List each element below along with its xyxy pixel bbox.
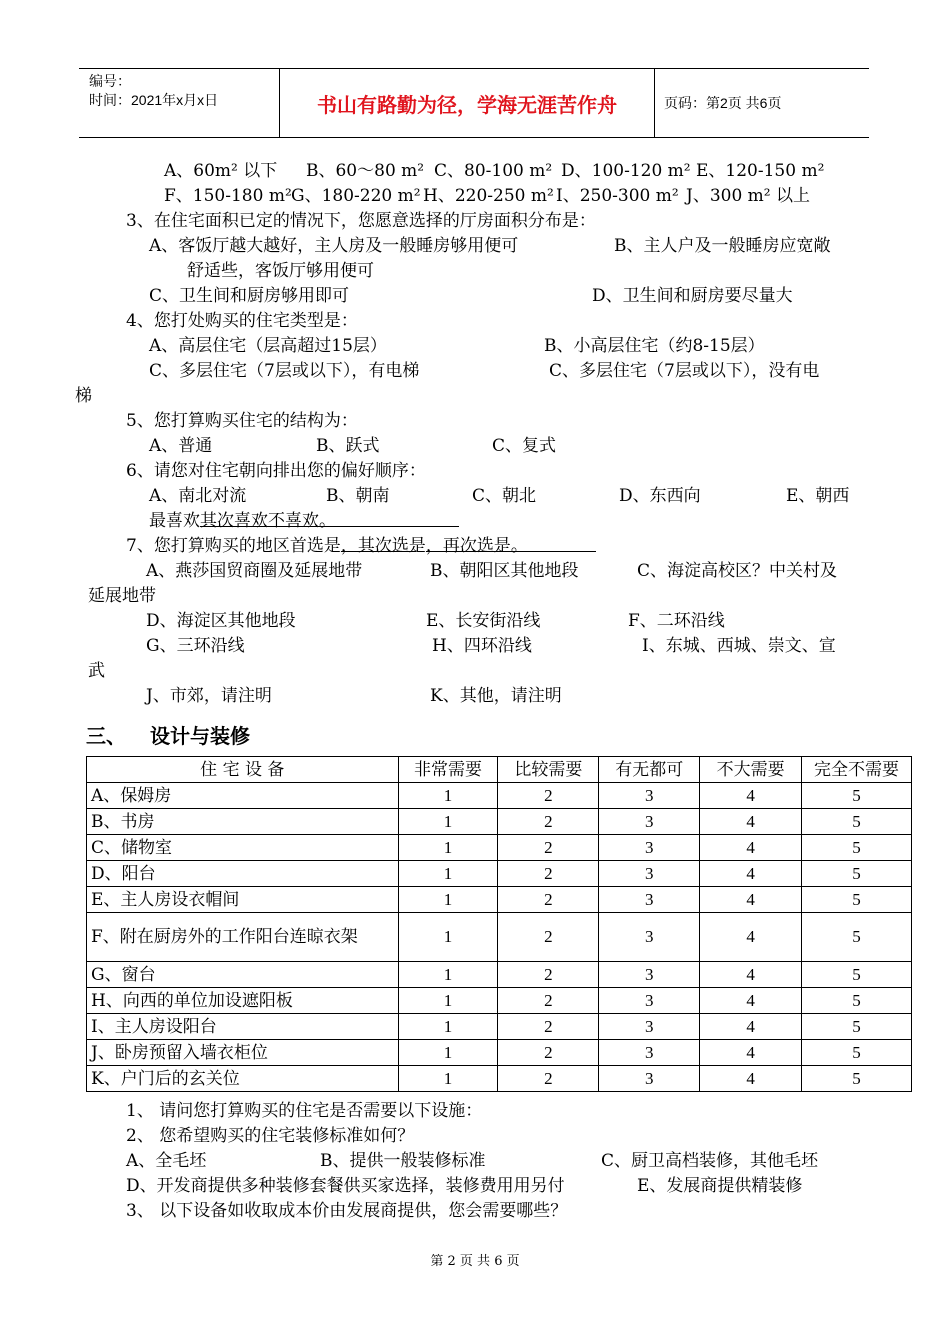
rating-cell[interactable]: 2 <box>498 1014 599 1040</box>
q7-opt-g: G、三环沿线 <box>146 636 245 656</box>
table-row <box>87 962 912 988</box>
rating-cell[interactable]: 3 <box>599 962 700 988</box>
q7-opt-i-cont: 武 <box>88 661 105 681</box>
q6-end: 。 <box>319 511 336 531</box>
q7-opt-f: F、二环沿线 <box>628 611 725 631</box>
q3-opt-c: C、卫生间和厨房够用即可 <box>149 286 350 306</box>
rating-cell[interactable]: 5 <box>802 1040 912 1066</box>
row-item-cell: D、阳台 <box>87 861 399 887</box>
q2-opt-i: I、250-300 m² <box>556 186 679 206</box>
q3-opt-b: B、主人户及一般睡房应宽敞 <box>614 236 831 256</box>
after-opt-d: D、开发商提供多种装修套餐供买家选择，装修费用用另付 <box>126 1176 565 1196</box>
q7-opt-h: H、四环沿线 <box>432 636 532 656</box>
q2-opt-j: J、300 m² 以上 <box>686 186 811 206</box>
rating-cell[interactable]: 2 <box>498 809 599 835</box>
q2-opt-a: A、60m² 以下 <box>164 161 278 181</box>
rating-cell[interactable]: 5 <box>802 887 912 913</box>
q7-opt-b: B、朝阳区其他地段 <box>430 561 579 581</box>
after-q3: 3、 以下设备如收取成本价由发展商提供，您会需要哪些？ <box>126 1201 568 1221</box>
rating-cell[interactable]: 5 <box>802 1066 912 1092</box>
table-row <box>87 1066 912 1092</box>
q6-fav2-label: 其次喜欢 <box>200 511 268 531</box>
rating-cell[interactable]: 4 <box>700 835 802 861</box>
q7-end: 。 <box>510 536 528 556</box>
row-item-cell: E、主人房设衣帽间 <box>87 887 399 913</box>
header-motto: 书山有路勤为径，学海无涯苦作舟 <box>280 69 655 137</box>
q7-opt-k: K、其他，请注明 <box>430 686 562 706</box>
section-number: 三、 <box>86 726 126 748</box>
q7-opt-c: C、海淀高校区？中关村及 <box>637 561 838 581</box>
q3-opt-a: A、客饭厅越大越好，主人房及一般睡房够用便可 <box>149 236 519 256</box>
rating-cell[interactable]: 2 <box>498 1040 599 1066</box>
q5-opt-c: C、复式 <box>492 436 557 456</box>
rating-cell[interactable]: 5 <box>802 783 912 809</box>
q6-opt-b: B、朝南 <box>326 486 390 506</box>
q2-opt-b: B、60～80 m² <box>306 161 425 181</box>
rating-cell[interactable]: 5 <box>802 1014 912 1040</box>
after-opt-b: B、提供一般装修标准 <box>320 1151 486 1171</box>
rating-cell[interactable]: 3 <box>599 1040 700 1066</box>
rating-cell[interactable]: 4 <box>700 1040 802 1066</box>
rating-cell[interactable]: 1 <box>398 835 498 861</box>
q6-fav1-label: 最喜欢 <box>149 511 200 531</box>
q4-opt-c2-cont: 梯 <box>75 386 92 406</box>
rating-cell[interactable]: 4 <box>700 913 802 962</box>
header-page-info: 页码：第2页 共6页 <box>664 95 782 111</box>
q5-opt-a: A、普通 <box>149 436 213 456</box>
rating-cell[interactable]: 3 <box>599 1014 700 1040</box>
rating-cell[interactable]: 2 <box>498 835 599 861</box>
section-title: 设计与装修 <box>150 726 250 748</box>
q7-opt-a: A、燕莎国贸商圈及延展地带 <box>146 561 363 581</box>
rating-cell[interactable]: 2 <box>498 988 599 1014</box>
rating-cell[interactable]: 2 <box>498 1066 599 1092</box>
rating-cell[interactable]: 4 <box>700 783 802 809</box>
rating-cell[interactable]: 4 <box>700 1066 802 1092</box>
q5-opt-b: B、跃式 <box>316 436 380 456</box>
q6-question: 6、请您对住宅朝向排出您的偏好顺序： <box>126 461 426 481</box>
rating-cell[interactable]: 3 <box>599 988 700 1014</box>
row-item-cell: G、窗台 <box>87 962 399 988</box>
header-cell: 非常需要 <box>398 757 498 783</box>
q7-question: 7、您打算购买的地区首选是 <box>126 536 341 556</box>
q3-opt-d: D、卫生间和厨房要尽量大 <box>592 286 793 306</box>
q5-question: 5、您打算购买住宅的结构为： <box>126 411 358 431</box>
header-cell: 不大需要 <box>700 757 802 783</box>
q2-opt-f: F、150-180 m² <box>164 186 292 206</box>
q6-fav3-label: 不喜欢 <box>268 511 319 531</box>
q7-opt-d: D、海淀区其他地段 <box>146 611 296 631</box>
q2-opt-e: E、120-150 m² <box>696 161 825 181</box>
after-q1: 1、 请问您打算购买的住宅是否需要以下设施： <box>126 1101 483 1121</box>
table-row <box>87 887 912 913</box>
row-item-cell: C、储物室 <box>87 835 399 861</box>
q6-opt-e: E、朝西 <box>786 486 850 506</box>
rating-cell[interactable]: 2 <box>498 887 599 913</box>
after-opt-a: A、全毛坯 <box>126 1151 207 1171</box>
table-row <box>87 835 912 861</box>
code-label: 编号： <box>89 73 131 89</box>
q7-third-blank[interactable] <box>511 535 596 552</box>
rating-cell[interactable]: 3 <box>599 835 700 861</box>
rating-cell[interactable]: 1 <box>398 783 498 809</box>
rating-cell[interactable]: 1 <box>398 809 498 835</box>
rating-cell[interactable]: 1 <box>398 1014 498 1040</box>
page-header <box>79 68 869 138</box>
q6-opt-c: C、朝北 <box>472 486 537 506</box>
table-row <box>87 783 912 809</box>
q2-opt-g: G、180-220 m² <box>291 186 421 206</box>
rating-cell[interactable]: 4 <box>700 1014 802 1040</box>
rating-cell[interactable]: 2 <box>498 913 599 962</box>
rating-cell[interactable]: 5 <box>802 913 912 962</box>
q7-opt-c-cont: 延展地带 <box>88 586 156 606</box>
after-opt-e: E、发展商提供精装修 <box>637 1176 803 1196</box>
q7-question-line <box>126 535 528 557</box>
table-row <box>87 861 912 887</box>
rating-cell[interactable]: 5 <box>802 809 912 835</box>
rating-cell[interactable]: 1 <box>398 988 498 1014</box>
row-item-cell: K、户门后的玄关位 <box>87 1066 399 1092</box>
row-item-cell: H、向西的单位加设遮阳板 <box>87 988 399 1014</box>
q3-question: 3、在住宅面积已定的情况下，您愿意选择的厅房面积分布是： <box>126 211 596 231</box>
header-cell: 有无都可 <box>599 757 700 783</box>
q7-third-label: ，再次选是 <box>425 536 511 556</box>
q6-opt-d: D、东西向 <box>619 486 701 506</box>
header-cell: 比较需要 <box>498 757 599 783</box>
rating-cell[interactable]: 3 <box>599 913 700 962</box>
row-item-cell: I、主人房设阳台 <box>87 1014 399 1040</box>
q7-opt-e: E、长安街沿线 <box>426 611 541 631</box>
rating-cell[interactable]: 2 <box>498 962 599 988</box>
q6-opt-a: A、南北对流 <box>149 486 247 506</box>
rating-cell[interactable]: 1 <box>398 913 498 962</box>
rating-cell[interactable]: 1 <box>398 1066 498 1092</box>
q2-opt-d: D、100-120 m² <box>561 161 691 181</box>
section-heading <box>86 720 250 749</box>
table-row <box>87 1040 912 1066</box>
header-cell: 住 宅 设 备 <box>87 757 399 783</box>
rating-cell[interactable]: 5 <box>802 962 912 988</box>
q3-opt-b-cont: 舒适些，客饭厅够用便可 <box>187 261 374 281</box>
q7-opt-j: J、市郊，请注明 <box>146 686 272 706</box>
q2-opt-h: H、220-250 m² <box>423 186 554 206</box>
q6-ranking <box>149 510 336 532</box>
rating-cell[interactable]: 2 <box>498 783 599 809</box>
rating-cell[interactable]: 2 <box>498 861 599 887</box>
rating-cell[interactable]: 5 <box>802 835 912 861</box>
rating-cell[interactable]: 3 <box>599 887 700 913</box>
rating-cell[interactable]: 5 <box>802 861 912 887</box>
q4-opt-b: B、小高层住宅（约8-15层） <box>544 336 765 356</box>
rating-cell[interactable]: 3 <box>599 861 700 887</box>
table-row <box>87 988 912 1014</box>
rating-cell[interactable]: 3 <box>599 1066 700 1092</box>
after-opt-c: C、厨卫高档装修，其他毛坯 <box>601 1151 819 1171</box>
q2-opt-c: C、80-100 m² <box>434 161 553 181</box>
q4-question: 4、您打处购买的住宅类型是： <box>126 311 358 331</box>
rating-cell[interactable]: 4 <box>700 809 802 835</box>
q7-second-label: ，其次选是 <box>340 536 426 556</box>
row-item-cell: J、卧房预留入墙衣柜位 <box>87 1040 399 1066</box>
q7-opt-i: I、东城、西城、崇文、宣 <box>642 636 836 656</box>
rating-cell[interactable]: 4 <box>700 988 802 1014</box>
table-header-row <box>87 757 912 783</box>
rating-cell[interactable]: 1 <box>398 962 498 988</box>
row-item-cell: A、保姆房 <box>87 783 399 809</box>
equipment-table <box>86 756 912 1092</box>
rating-cell[interactable]: 1 <box>398 887 498 913</box>
rating-cell[interactable]: 3 <box>599 783 700 809</box>
q4-opt-a: A、高层住宅（层高超过15层） <box>149 336 387 356</box>
rating-cell[interactable]: 1 <box>398 861 498 887</box>
table-row <box>87 809 912 835</box>
q4-opt-c1: C、多层住宅（7层或以下），有电梯 <box>149 361 420 381</box>
rating-cell[interactable]: 1 <box>398 1040 498 1066</box>
q7-second-blank[interactable] <box>426 535 511 552</box>
rating-cell[interactable]: 4 <box>700 887 802 913</box>
row-item-cell: B、书房 <box>87 809 399 835</box>
table-row <box>87 913 912 962</box>
rating-cell[interactable]: 5 <box>802 988 912 1014</box>
after-q2: 2、 您希望购买的住宅装修标准如何？ <box>126 1126 415 1146</box>
time-label: 时间：2021年x月x日 <box>89 92 219 108</box>
rating-cell[interactable]: 4 <box>700 861 802 887</box>
q4-opt-c2: C、多层住宅（7层或以下），没有电 <box>549 361 820 381</box>
table-row <box>87 1014 912 1040</box>
header-cell: 完全不需要 <box>802 757 912 783</box>
rating-cell[interactable]: 3 <box>599 809 700 835</box>
q7-first-blank[interactable] <box>341 535 416 552</box>
row-item-cell: F、附在厨房外的工作阳台连晾衣架 <box>87 913 399 962</box>
q6-fav3-blank[interactable] <box>319 510 459 527</box>
page-footer: 第 2 页 共 6 页 <box>430 1254 520 1269</box>
header-meta <box>79 69 280 137</box>
rating-cell[interactable]: 4 <box>700 962 802 988</box>
